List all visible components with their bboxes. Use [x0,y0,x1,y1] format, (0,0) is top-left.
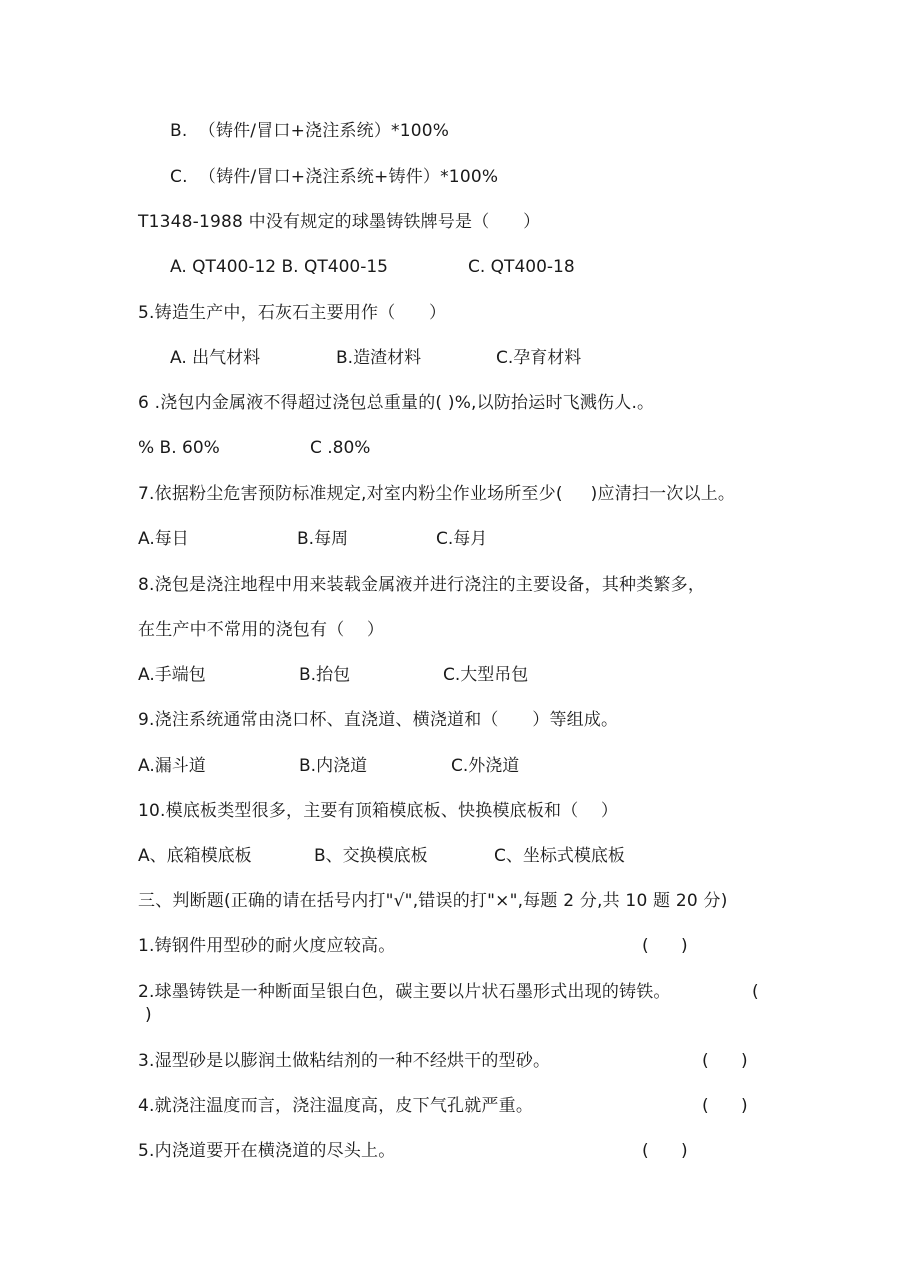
q5-option-a: A. 出气材料 [170,348,261,368]
q7-option-b: B.每周 [297,529,349,549]
q6-option-ab: % B. 60% [138,438,220,458]
q8-stem-line1: 8.浇包是浇注地程中用来装载金属液并进行浇注的主要设备，其种类繁多， [138,575,706,595]
q8-option-b: B.抬包 [299,665,351,685]
q8-option-a: A.手端包 [138,665,206,685]
tf-question-2: 2.球墨铸铁是一种断面呈银白色，碳主要以片状石墨形式出现的铸铁。 [138,982,671,1002]
q7-option-a: A.每日 [138,529,189,549]
q5-stem: 5.铸造生产中，石灰石主要用作（ ） [138,303,447,323]
q9-option-b: B.内浇道 [299,756,368,776]
q10-option-c: C、坐标式模底板 [494,846,625,866]
q10-stem: 10.模底板类型很多，主要有顶箱模底板、快换模底板和（ ） [138,801,619,821]
q10-option-a: A、底箱模底板 [138,846,252,866]
tf-answer-4: ( ) [702,1096,748,1116]
section-heading-true-false: 三、判断题(正确的请在括号内打"√",错误的打"×",每题 2 分,共 10 题 20 分) [138,891,728,911]
tf-answer-5: ( ) [642,1141,688,1161]
tf-answer-3: ( ) [702,1051,748,1071]
q9-option-a: A.漏斗道 [138,756,206,776]
q9-option-c: C.外浇道 [451,756,520,776]
q3-option-c: C. （铸件/冒口+浇注系统+铸件）*100% [170,167,499,187]
q4-stem: T1348-1988 中没有规定的球墨铸铁牌号是（ ） [138,212,541,232]
q7-option-c: C.每月 [436,529,488,549]
tf-answer-2-open: ( [752,982,759,1002]
q9-stem: 9.浇注系统通常由浇口杯、直浇道、横浇道和（ ）等组成。 [138,710,619,730]
q6-option-c: C .80% [310,438,371,458]
q5-option-c: C.孕育材料 [496,348,582,368]
tf-question-3: 3.湿型砂是以膨润土做粘结剂的一种不经烘干的型砂。 [138,1051,551,1071]
tf-question-5: 5.内浇道要开在横浇道的尽头上。 [138,1141,396,1161]
tf-answer-1: ( ) [642,936,688,956]
q8-option-c: C.大型吊包 [443,665,529,685]
q5-option-b: B.造渣材料 [336,348,422,368]
q10-option-b: B、交换模底板 [314,846,428,866]
q8-stem-line2: 在生产中不常用的浇包有（ ） [138,620,385,640]
q6-stem: 6 .浇包内金属液不得超过浇包总重量的( )%,以防抬运时飞溅伤人.。 [138,393,655,413]
tf-question-4: 4.就浇注温度而言，浇注温度高，皮下气孔就严重。 [138,1096,534,1116]
q4-option-ab: A. QT400-12 B. QT400-15 [170,257,388,277]
q4-option-c: C. QT400-18 [468,257,575,277]
q7-stem: 7.依据粉尘危害预防标准规定,对室内粉尘作业场所至少( )应清扫一次以上。 [138,484,736,504]
tf-answer-2-close: ) [145,1005,152,1025]
q3-option-b: B. （铸件/冒口+浇注系统）*100% [170,121,450,141]
tf-question-1: 1.铸钢件用型砂的耐火度应较高。 [138,936,396,956]
